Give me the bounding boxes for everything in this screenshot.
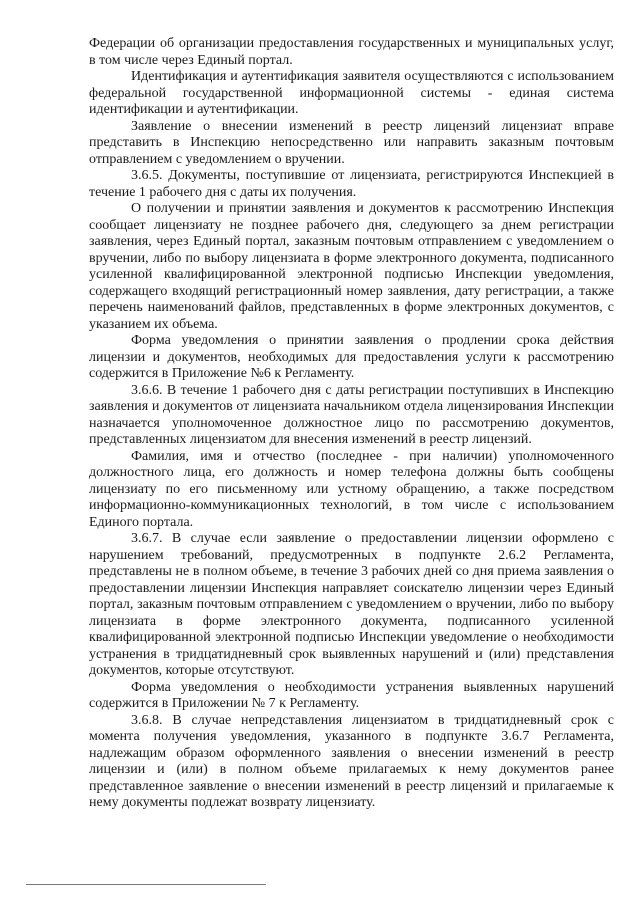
paragraph-3-6-6: 3.6.6. В течение 1 рабочего дня с даты регистрации поступивших в Инспекцию заявления и документов от лицензиата начальником отдела лицензирования Инспекции назначается уполномоченное должностное лицо по рассмотрению документов, представленных лицензиатом для внесения изменений в реестр лицензий. <box>89 382 614 447</box>
paragraph-3-6-5: 3.6.5. Документы, поступившие от лицензиата, регистрируются Инспекцией в течение 1 рабочего дня с даты их получения. <box>89 168 614 200</box>
paragraph-continuation: Федерации об организации предоставления государственных и муниципальных услуг, в том числе через Единый портал. <box>89 36 614 68</box>
paragraph-identification: Идентификация и аутентификация заявителя осуществляются с использованием федеральной государственной информационной системы - единая система идентификации и аутентификации. <box>89 69 614 117</box>
footer-divider <box>26 884 266 885</box>
paragraph-official-contact: Фамилия, имя и отчество (последнее - при наличии) уполномоченного должностного лица, его должность и номер телефона должны быть сообщены лицензиату по его письменному или устному обращению, а также посредством информационно-коммуникационных технологий, в том числе с использованием Единого портала. <box>89 448 614 530</box>
paragraph-application-submission: Заявление о внесении изменений в реестр лицензий лицензиат вправе представить в Инспекцию непосредственно или направить заказным почтовым отправлением с уведомлением о вручении. <box>89 118 614 167</box>
paragraph-form-annex-6: Форма уведомления о принятии заявления о продлении срока действия лицензии и документов, необходимых для предоставления услуги к рассмотрению содержится в Приложение №6 к Регламенту. <box>89 333 614 381</box>
paragraph-form-annex-7: Форма уведомления о необходимости устранения выявленных нарушений содержится в Приложении № 7 к Регламенту. <box>89 679 614 711</box>
paragraph-3-6-7: 3.6.7. В случае если заявление о предоставлении лицензии оформлено с нарушением требований, предусмотренных в подпункте 2.6.2 Регламента, представлены не в полном объеме, в течение 3 рабочих дней со дня приема заявления о предоставлении лицензии Инспекция направляет соискателю лицензии через Единый портал, заказным почтовым отправлением с уведомлением о вручении, либо по выбору лицензиата в форме электронного документа, подписанного усиленной квалифицированной электронной подписью Инспекции уведомление о необходимости устранения в тридцатидневный срок выявленных нарушений и (или) представления документов, которые отсутствуют. <box>89 531 614 678</box>
paragraph-3-6-8: 3.6.8. В случае непредставления лицензиатом в тридцатидневный срок с момента получения уведомления, указанного в подпункте 3.6.7 Регламента, надлежащим образом оформленного заявления о внесении изменений в реестр лицензии и (или) в полном объеме прилагаемых к нему документов ранее представленное заявление о внесении изменений в реестр лицензий и прилагаемые к нему документы подлежат возврату лицензиату. <box>89 712 614 810</box>
paragraph-acceptance-notice: О получении и принятии заявления и документов к рассмотрению Инспекция сообщает лицензиату не позднее рабочего дня, следующего за днем регистрации заявления, через Единый портал, заказным почтовым отправлением с уведомлением о вручении, либо по выбору лицензиата в форме электронного документа, подписанного усиленной квалифицированной электронной подписью Инспекции уведомления, содержащего входящий регистрационный номер заявления, дату регистрации, а также перечень наименований файлов, представленных в форме электронных документов, с указанием их объема. <box>89 201 614 332</box>
